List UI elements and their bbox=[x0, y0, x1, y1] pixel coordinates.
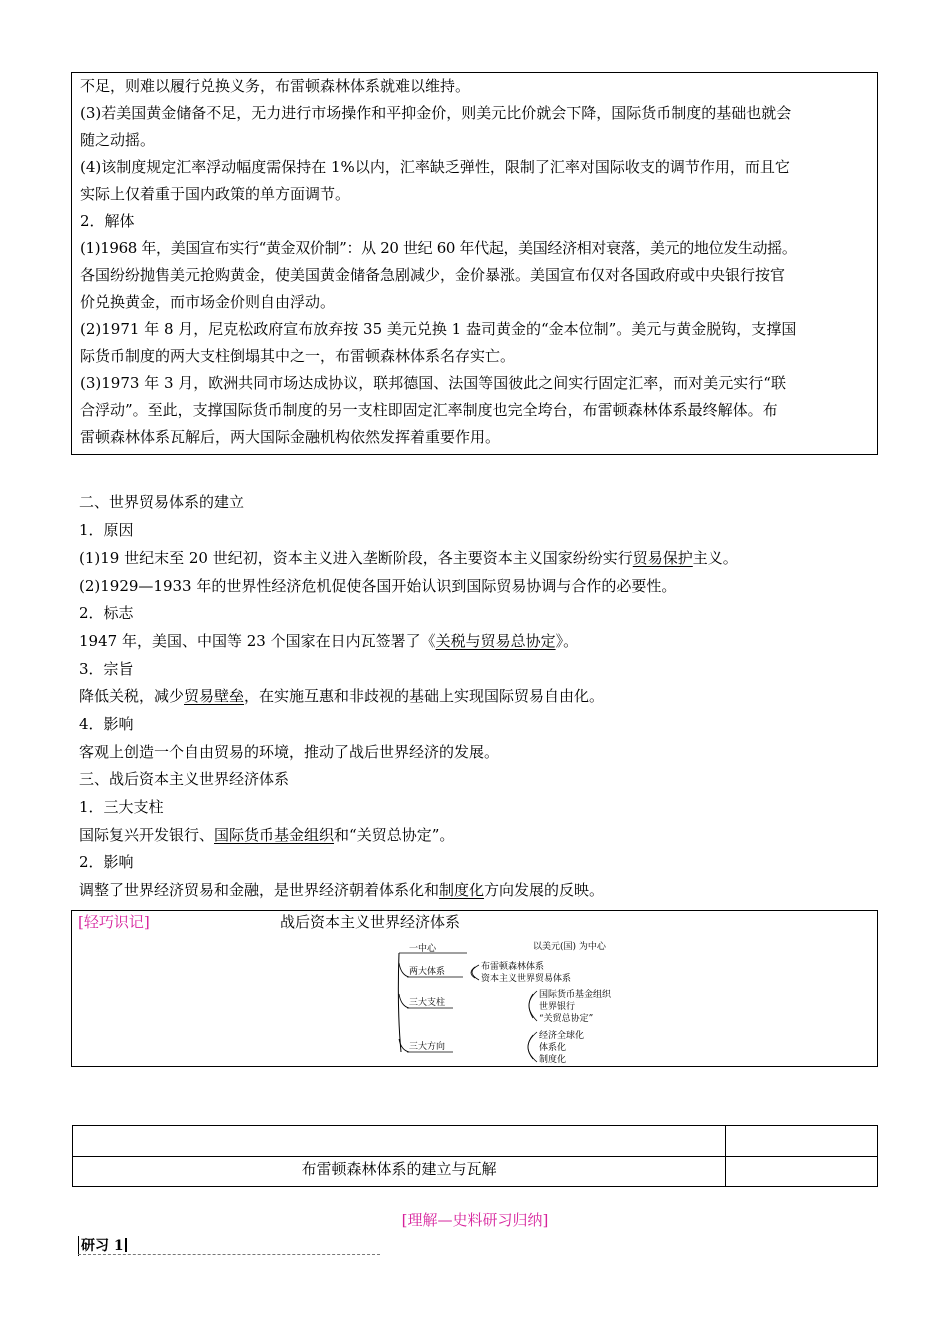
mind-map-bracket bbox=[529, 991, 537, 1021]
mind-map-node-3: 三大支柱 bbox=[409, 998, 446, 1008]
blank-answer: 贸易壁垒 bbox=[184, 687, 245, 705]
text-line: 价兑换黄金，而市场金价则自由浮动。 bbox=[80, 293, 336, 311]
mind-map-bracket bbox=[472, 965, 479, 980]
dashed-rule bbox=[78, 1254, 380, 1255]
mind-map-node-1-desc: 以美元(国) 为中心 bbox=[533, 942, 606, 952]
mind-map-item: 经济全球化 bbox=[539, 1031, 585, 1041]
mind-map-item: 国际货币基金组织 bbox=[539, 990, 612, 1000]
mind-map-bracket bbox=[528, 1032, 537, 1062]
section-title: [理解—史料研习归纳] bbox=[401, 1211, 549, 1229]
mind-map-bracket bbox=[529, 994, 533, 1018]
mind-map-branch bbox=[399, 994, 409, 1008]
text-line: (3)若美国黄金储备不足，无力进行市场操作和平抑金价，则美元比价就会下降，国际货币制度的基础也就会 bbox=[80, 104, 792, 122]
text-line: 客观上创造一个自由贸易的环境，推动了战后世界经济的发展。 bbox=[79, 743, 500, 761]
subheading: 4．影响 bbox=[79, 715, 134, 733]
text-line: 国际复兴开发银行、国际货币基金组织和“关贸总协定”。 bbox=[79, 826, 455, 844]
text-line: (2)1929—1933 年的世界性经济危机促使各国开始认识到国际贸易协调与合作的必要性。 bbox=[79, 577, 677, 595]
text-line: (3)1973 年 3 月，欧洲共同市场达成协议，联邦德国、法国等国彼此之间实行固定汇率，而对美元实行“联 bbox=[80, 374, 786, 392]
text-line: (2)1971 年 8 月，尼克松政府宣布放弃按 35 美元兑换 1 盎司黄金的“金本位制”。美元与黄金脱钩，支撑国 bbox=[80, 320, 797, 338]
text-line: 降低关税，减少贸易壁垒，在实施互惠和非歧视的基础上实现国际贸易自由化。 bbox=[79, 687, 605, 705]
study-label: 研习 1 bbox=[78, 1236, 127, 1256]
blank-answer: 制度化 bbox=[439, 881, 485, 899]
blank-answer: 贸易保护 bbox=[632, 549, 693, 567]
mind-map-item: 制度化 bbox=[539, 1055, 567, 1064]
text-line: (1)1968 年，美国宣布实行“黄金双价制”：从 20 世纪 60 年代起，美国经济相对衰落，美元的地位发生动摇。 bbox=[80, 239, 797, 257]
text-line: 际货币制度的两大支柱倒塌其中之一，布雷顿森林体系名存实亡。 bbox=[80, 347, 516, 365]
table-divider bbox=[725, 1126, 726, 1186]
text-line: 1947 年，美国、中国等 23 个国家在日内瓦签署了《关税与贸易总协定》。 bbox=[79, 632, 579, 650]
text-line: 调整了世界经济贸易和金融，是世界经济朝着体系化和制度化方向发展的反映。 bbox=[79, 881, 605, 899]
blank-answer: 国际货币基金组织 bbox=[214, 826, 335, 844]
subheading: 1．原因 bbox=[79, 521, 134, 539]
mind-map-item: 资本主义世界贸易体系 bbox=[481, 974, 572, 984]
mind-map-node-4: 三大方向 bbox=[409, 1042, 446, 1052]
text-line: 不足，则难以履行兑换义务，布雷顿森林体系就难以维持。 bbox=[80, 77, 471, 95]
text-line: 随之动摇。 bbox=[80, 131, 156, 149]
mind-map-branch bbox=[399, 963, 409, 977]
text-line: 合浮动”。至此，支撑国际货币制度的另一支柱即固定汇率制度也完全垮台，布雷顿森林体系最终解体。布 bbox=[80, 401, 778, 419]
text-line: (4)该制度规定汇率浮动幅度需保持在 1%以内，汇率缺乏弹性，限制了汇率对国际收支的调节作用，而且它 bbox=[80, 158, 790, 176]
section-heading: 二、世界贸易体系的建立 bbox=[79, 493, 245, 511]
table-title: 布雷顿森林体系的建立与瓦解 bbox=[301, 1160, 497, 1178]
text-line: 实际上仅着重于国内政策的单方面调节。 bbox=[80, 185, 351, 203]
mind-map-item: 世界银行 bbox=[539, 1002, 576, 1012]
mind-map-bracket bbox=[528, 1035, 533, 1059]
memo-title: 战后资本主义世界经济体系 bbox=[280, 913, 461, 931]
text-line: 2．解体 bbox=[80, 212, 135, 230]
mind-map-node-1: 一中心 bbox=[409, 944, 437, 954]
text-line: 各国纷纷抛售美元抢购黄金，使美国黄金储备急剧减少，金价暴涨。美国宣布仅对各国政府或中央银行按官 bbox=[80, 266, 786, 284]
mind-map-node-2: 两大体系 bbox=[409, 967, 446, 977]
memo-tag: [轻巧识记] bbox=[78, 913, 150, 931]
section-heading: 三、战后资本主义世界经济体系 bbox=[79, 770, 290, 788]
subheading: 2．标志 bbox=[79, 604, 134, 622]
subheading: 3．宗旨 bbox=[79, 660, 134, 678]
mind-map-item: “关贸总协定” bbox=[539, 1014, 594, 1024]
text-line: 雷顿森林体系瓦解后，两大国际金融机构依然发挥着重要作用。 bbox=[80, 428, 501, 446]
mind-map-item: 体系化 bbox=[539, 1043, 567, 1053]
topic-table bbox=[72, 1125, 878, 1187]
mind-map-item: 布雷顿森林体系 bbox=[481, 962, 545, 972]
mind-map-diagram bbox=[397, 939, 637, 1064]
memo-box bbox=[71, 910, 878, 1067]
subheading: 2．影响 bbox=[79, 853, 134, 871]
blank-answer: 关税与贸易总协定 bbox=[435, 632, 556, 650]
subheading: 1．三大支柱 bbox=[79, 798, 164, 816]
content-box-top bbox=[71, 72, 878, 455]
text-line: (1)19 世纪末至 20 世纪初，资本主义进入垄断阶段，各主要资本主义国家纷纷实行贸易保护主义。 bbox=[79, 549, 738, 567]
